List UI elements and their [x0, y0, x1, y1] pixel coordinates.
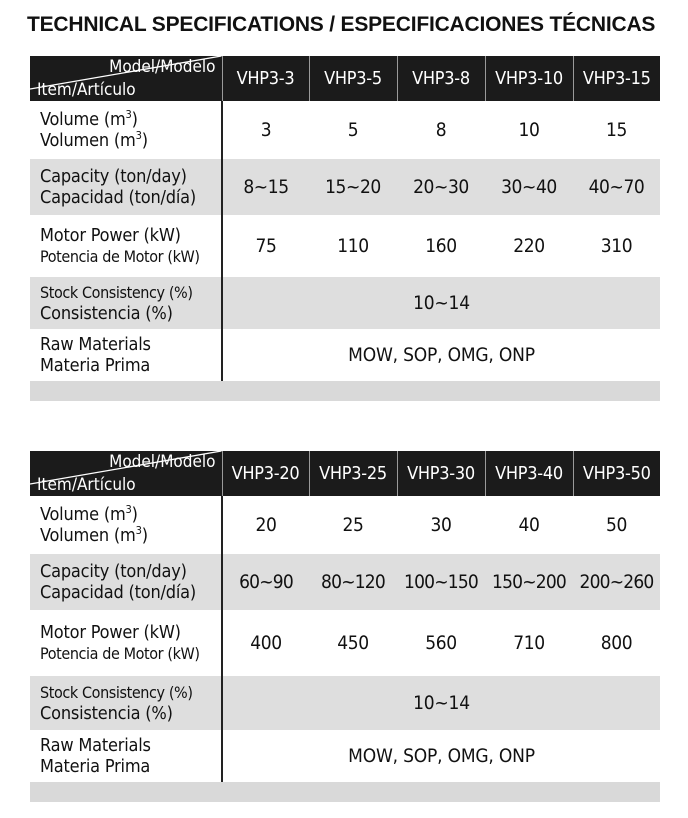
- capacity-label: Capacity (ton/day) Capacidad (ton/día): [30, 554, 222, 610]
- stock-consistency-row: [30, 277, 660, 329]
- capacity-value: 150~200: [485, 554, 573, 610]
- capacity-value: 20~30: [397, 159, 485, 215]
- volume-value: 3: [222, 101, 309, 159]
- stock-consistency-value: 10~14: [222, 676, 660, 730]
- raw-materials-label: Raw Materials Materia Prima: [30, 730, 222, 782]
- motor-power-value: 220: [485, 215, 573, 277]
- motor-power-value: 710: [485, 610, 573, 676]
- volume-value: 8: [397, 101, 485, 159]
- raw-materials-row: [30, 329, 660, 381]
- model-name: VHP3-25: [309, 451, 397, 496]
- capacity-value: 100~150: [397, 554, 485, 610]
- spec-table-2: [30, 451, 660, 802]
- model-name: VHP3-5: [309, 56, 397, 101]
- volume-label: Volume $(m^3)$ Volumen $(m^3)$: [30, 101, 222, 159]
- spec-table-1: [30, 56, 660, 401]
- model-name: VHP3-8: [397, 56, 485, 101]
- raw-materials-row: [30, 730, 660, 782]
- capacity-value: 200~260: [573, 554, 660, 610]
- stock-consistency-label: Stock Consistency (%) Consistencia (%): [30, 676, 222, 730]
- motor-power-value: 310: [573, 215, 660, 277]
- volume-row: [30, 101, 660, 159]
- model-name: VHP3-50: [573, 451, 660, 496]
- volume-value: 5: [309, 101, 397, 159]
- motor-power-label: Motor Power (kW) Potencia de Motor (kW): [30, 215, 222, 277]
- stock-consistency-label: Stock Consistency (%) Consistencia (%): [30, 277, 222, 329]
- motor-power-value: 400: [222, 610, 309, 676]
- volume-value: 20: [222, 496, 309, 554]
- table-footer-bar: [30, 381, 660, 401]
- table-footer-bar: [30, 782, 660, 802]
- motor-power-value: 450: [309, 610, 397, 676]
- model-name: VHP3-15: [573, 56, 660, 101]
- capacity-value: 15~20: [309, 159, 397, 215]
- item-header-label: Item/Artículo: [37, 80, 136, 100]
- motor-power-row: [30, 610, 660, 676]
- model-name: VHP3-3: [222, 56, 309, 101]
- capacity-value: 60~90: [222, 554, 309, 610]
- motor-power-value: 75: [222, 215, 309, 277]
- header-corner-cell: [30, 56, 222, 101]
- stock-consistency-row: [30, 676, 660, 730]
- motor-power-label: Motor Power (kW) Potencia de Motor (kW): [30, 610, 222, 676]
- model-name: VHP3-10: [485, 56, 573, 101]
- volume-value: 50: [573, 496, 660, 554]
- model-name: VHP3-40: [485, 451, 573, 496]
- capacity-value: 80~120: [309, 554, 397, 610]
- raw-materials-value: MOW, SOP, OMG, ONP: [222, 730, 660, 782]
- model-header-label: Model/Modelo: [109, 57, 216, 77]
- volume-value: 15: [573, 101, 660, 159]
- capacity-row: [30, 554, 660, 610]
- volume-value: 25: [309, 496, 397, 554]
- model-header-label: Model/Modelo: [109, 452, 216, 472]
- volume-value: 10: [485, 101, 573, 159]
- volume-value: 40: [485, 496, 573, 554]
- raw-materials-value: MOW, SOP, OMG, ONP: [222, 329, 660, 381]
- capacity-value: 40~70: [573, 159, 660, 215]
- capacity-value: 30~40: [485, 159, 573, 215]
- motor-power-value: 800: [573, 610, 660, 676]
- motor-power-value: 110: [309, 215, 397, 277]
- capacity-row: [30, 159, 660, 215]
- raw-materials-label: Raw Materials Materia Prima: [30, 329, 222, 381]
- capacity-value: 8~15: [222, 159, 309, 215]
- volume-row: [30, 496, 660, 554]
- header-corner-cell: [30, 451, 222, 496]
- table-header-row: [30, 451, 660, 496]
- volume-label: Volume $(m^3)$ Volumen $(m^3)$: [30, 496, 222, 554]
- item-header-label: Item/Artículo: [37, 475, 136, 495]
- stock-consistency-value: 10~14: [222, 277, 660, 329]
- motor-power-value: 160: [397, 215, 485, 277]
- model-name: VHP3-30: [397, 451, 485, 496]
- motor-power-value: 560: [397, 610, 485, 676]
- capacity-label: Capacity (ton/day) Capacidad (ton/día): [30, 159, 222, 215]
- volume-value: 30: [397, 496, 485, 554]
- page-title: TECHNICAL SPECIFICATIONS / ESPECIFICACIONES TÉCNICAS: [27, 13, 656, 36]
- model-name: VHP3-20: [222, 451, 309, 496]
- motor-power-row: [30, 215, 660, 277]
- table-header-row: [30, 56, 660, 101]
